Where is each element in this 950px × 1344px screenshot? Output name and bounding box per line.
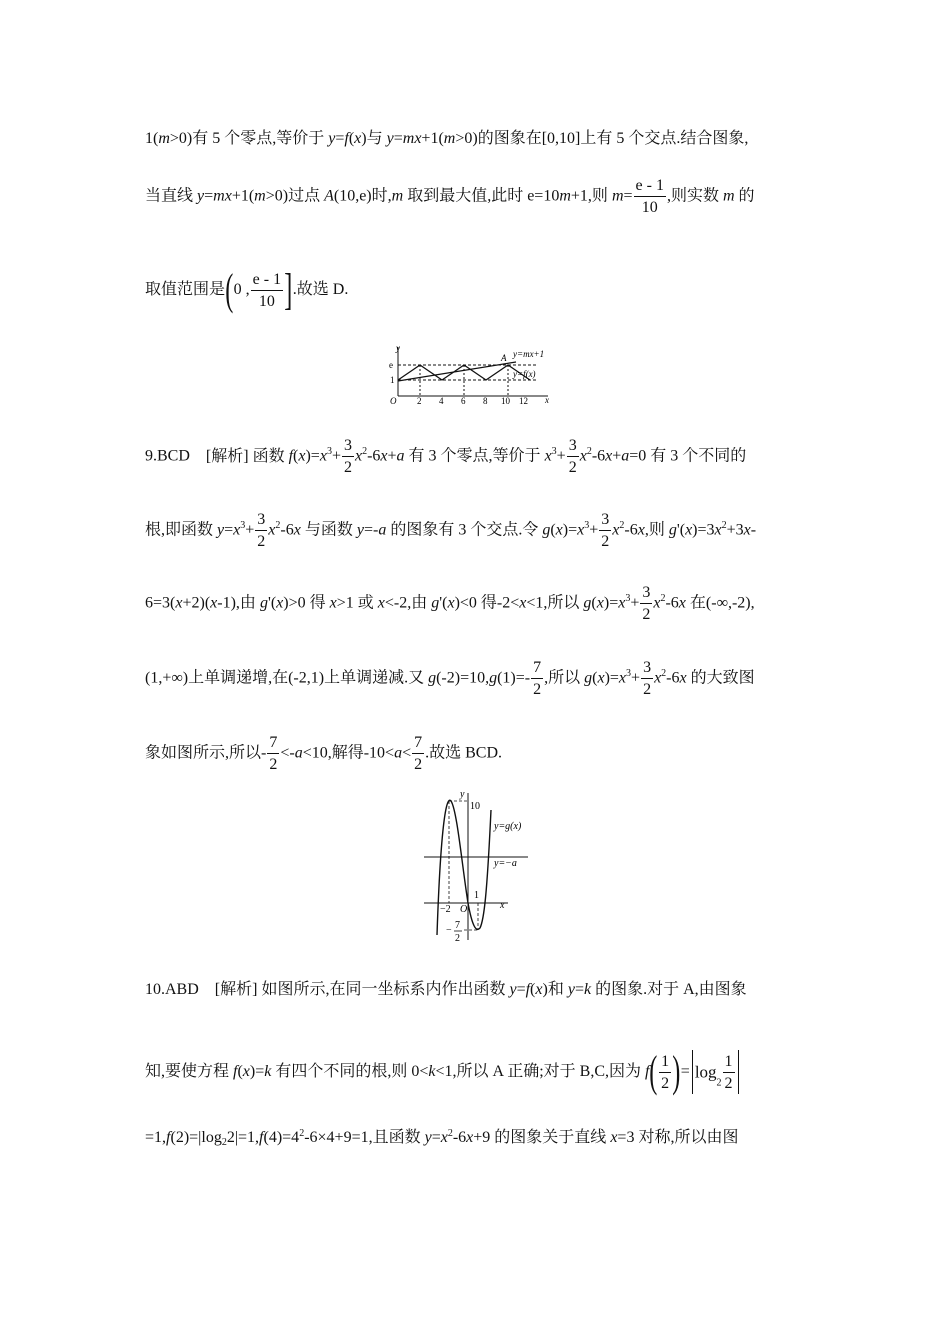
point-a-label: A bbox=[501, 353, 507, 363]
tick-label: 10 bbox=[501, 396, 510, 405]
origin-label: O bbox=[390, 396, 397, 405]
x-axis-label: x bbox=[500, 900, 505, 911]
tick-label: 12 bbox=[519, 396, 528, 405]
fraction: $\frac{e - 1}{10}$ bbox=[635, 177, 664, 216]
text-line: 取值范围是(0 , $\frac{e - 1}{10}$ ].故选 D. bbox=[145, 265, 349, 314]
min-num: 7 bbox=[455, 920, 460, 931]
tick-label: 6 bbox=[461, 396, 466, 405]
fraction: $\frac{e - 1}{10}$ bbox=[252, 270, 282, 310]
neg-two-label: −2 bbox=[440, 904, 451, 915]
min-den: 2 bbox=[455, 933, 460, 944]
text-line: 10.ABD [解析] 如图所示,在同一坐标系内作出函数 y=f(x)和 y=k 的图象.对于 A,由图象 bbox=[145, 981, 747, 998]
one-label: 1 bbox=[390, 375, 395, 385]
text-line: 象如图所示,所以- $\frac{7}{2}$ <-a<10,解得-10<a< $\frac{7}{2}$ .故选 BCD. bbox=[145, 734, 503, 773]
cubic-function-figure bbox=[420, 785, 540, 945]
text-line: 根,即函数 $y=x^3+$ $\frac{3}{2}$ $x^2-6x$ 与函数 y=-a 的图象有 3 个交点.令 $g(x)=x^3+$ $\frac{3}{2}$ $x^2-6x$,则 $g'(x)=3x^2+3x-$ bbox=[145, 511, 757, 550]
min-sign: − bbox=[446, 925, 452, 936]
one-label: 1 bbox=[474, 890, 479, 901]
fraction: $\frac{3}{2}$ bbox=[343, 437, 352, 476]
text-line: (1,+∞)上单调递增,在(-2,1)上单调递减.又 g(-2)=10,g(1)=- $\frac{7}{2}$ ,所以 $g(x)=x^3+$ $\frac{3}{2}$ $x^2-6x$ 的大致图 bbox=[145, 659, 755, 698]
fraction: $\frac{7}{2}$ bbox=[414, 734, 423, 773]
text-line: $=1,f(2)=|\log_22|=1,f(4)=4^2-6\times 4+9=1$,且函数 $y=x^2-6x+9$ 的图象关于直线 x=3 对称,所以由图 bbox=[145, 1128, 739, 1148]
fraction: $\frac{1}{2}$ bbox=[661, 1052, 670, 1092]
fraction: $\frac{7}{2}$ bbox=[269, 734, 278, 773]
fraction: $\frac{3}{2}$ bbox=[568, 437, 577, 476]
y-axis-label: y bbox=[460, 789, 465, 800]
periodic-function-figure bbox=[388, 343, 563, 405]
text-line: 6=3(x+2)(x-1),由 g'(x)>0 得 x>1 或 x<-2,由 g'(x)<0 得-2<x<1,所以 $g(x)=x^3+$ $\frac{3}{2}$ $x^2-6x$ 在(-∞,-2), bbox=[145, 584, 755, 623]
line-label: y=−a bbox=[494, 858, 517, 869]
fraction: $\frac{1}{2}$ bbox=[724, 1052, 733, 1092]
fraction: $\frac{3}{2}$ bbox=[642, 584, 651, 623]
tick-label: 4 bbox=[439, 396, 444, 405]
top-value-label: 10 bbox=[470, 801, 480, 812]
tick-label: 2 bbox=[417, 396, 422, 405]
y-axis-label: y bbox=[396, 343, 400, 353]
line-label: y=mx+1 bbox=[513, 349, 545, 359]
fraction: $\frac{3}{2}$ bbox=[257, 511, 266, 550]
curve-label: y=g(x) bbox=[494, 821, 522, 832]
text-line: 1(m>0)有 5 个零点,等价于 y=f(x)与 y=mx+1(m>0)的图象在[0,10]上有 5 个交点.结合图象, bbox=[145, 130, 749, 147]
text-line: 9.BCD [解析] 函数 $f(x)=x^3+$ $\frac{3}{2}$ $x^2-6x+a$ 有 3 个零点,等价于 $x^3+$ $\frac{3}{2}$ $x^2-6x+a=0$ 有 3 个不同的 bbox=[145, 437, 747, 476]
tick-label: 8 bbox=[483, 396, 488, 405]
text-line: 当直线 y=mx+1(m>0)过点 A(10,e)时,m 取到最大值,此时 e=10m+1,则 m= $\frac{e - 1}{10}$ ,则实数 m 的 bbox=[145, 177, 755, 216]
fraction: $\frac{3}{2}$ bbox=[643, 659, 652, 698]
e-label: e bbox=[389, 360, 393, 370]
text-line: 知,要使方程 f(x)=k 有四个不同的根,则 0<k<1,所以 A 正确;对于 B,C,因为 f( $\frac{1}{2}$ )= $\log_2$ $\frac{1}{2}$ bbox=[145, 1050, 741, 1094]
curve-label: y=f(x) bbox=[513, 369, 536, 379]
fraction: $\frac{3}{2}$ bbox=[601, 511, 610, 550]
origin-label: O bbox=[460, 904, 468, 915]
fraction: $\frac{7}{2}$ bbox=[533, 659, 542, 698]
x-axis-label: x bbox=[545, 395, 549, 405]
